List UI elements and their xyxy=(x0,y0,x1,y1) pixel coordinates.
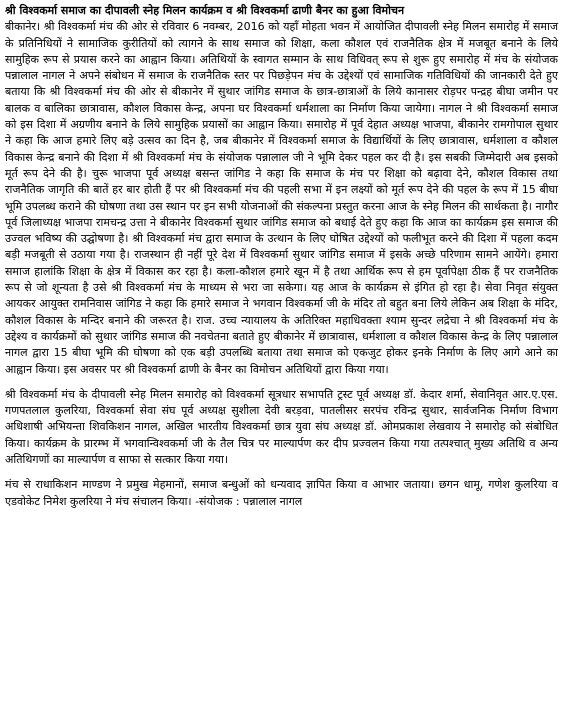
paragraph-spacer xyxy=(5,378,558,387)
article-paragraph-2: श्री विश्वकर्मा मंच के दीपावली स्नेह मिलन समारोह को विश्वकर्मा सूत्रधार सभापति ट्रस्ट पूर्व अध्यक्ष डॉ. केदार शर्मा, सेवानिवृत आर.ए.एस. गणपतलाल कुलरिया, विश्वकर्मा सेवा संघ पूर्व अध्यक्ष सुशीला देवी बरड़वा, पातलीसर सरपंच रविन्द्र सुथार, सार्वजनिक निर्माण विभाग अधिशाषी अभियन्ता शिवकिशन नागल, अखिल भारतीय विश्वकर्मा छात्र युवा संघ अध्यक्ष डॉ. ओमप्रकाश लेखवाय ने समारोह को संबोधित किया। कार्यक्रम के प्रारम्भ में भगवान्विश्वकर्मा जी के तैल चित्र पर माल्यार्पण कर दीप प्रज्वलन किया गया तत्पश्चात् मुख्य अतिथि व अन्य अतिथिगणों का माल्यार्पण व साफा से सत्कार किया गया। xyxy=(5,387,558,467)
article-headline: श्री विश्वकर्मा समाज का दीपावली स्नेह मिलन कार्यक्रम व श्री विश्वकर्मा ढाणी बैनर का हुआ विमोचन xyxy=(5,4,405,17)
article-paragraph-3: मंच से राधाकिशन माण्डण ने प्रमुख मेहमानों, समाज बन्धुओं को धन्यवाद ज्ञापित किया व आभार जताया। छगन धामू, गणेश कुलरिया व एडवोकेट निमेश कुलरिया ने मंच संचालन किया। -संयोजक : पन्नालाल नागल xyxy=(5,478,558,508)
paragraph-spacer xyxy=(5,468,558,477)
article-paragraph-1: बीकानेर। श्री विश्वकर्मा मंच की ओर से रविवार 6 नवम्बर, 2016 को यहाँ मोहता भवन में आयोजित दीपावली स्नेह मिलन समारोह में समाज के प्रतिनिधियों ने सामाजिक कुरीतियों को त्यागने के साथ समाज को शिक्षा, कला कौशल एवं राजनैतिक क्षेत्र में मजबूत बनाने के लिये सामुहिक रूप से प्रयास करने का आह्वान किया। अतिथियों के स्वागत सम्मान के साथ विधिवत् रूप से शुरू हुए समारोह में मंच के संयोजक पन्नालाल नागल ने अपने संबोधन में समाज के राजनैतिक स्तर पर पिछड़ेपन मंच के उद्देश्यों एवं सामाजिक गतिविधियों की जानकारी देते हुए बताया कि श्री विश्वकर्मा मंच की ओर से बीकानेर में सुथार जांगिड समाज के छात्र-छात्राओं के लिये कानासर रोड़पर पन्द्रह बीघा जमीन पर बालक व बालिका छात्रावास, कौशल विकास केन्द्र, अपना घर विश्वकर्मा धर्मशाला का निर्माण किया जायेगा। नागल ने श्री विश्वकर्मा समाज को इस दिशा में अग्रणीय बनाने के लिये सामुहिक प्रयासों का आह्वान किया। समारोह में पूर्व देहात अध्यक्ष भाजपा, बीकानेर रामगोपाल सुथार ने कहा कि आज हमारे लिए बड़े उत्सव का दिन है, जब बीकानेर में विश्वकर्मा समाज के विद्यार्थियों के लिए छात्रावास, धर्मशाला व कौशल विकास केन्द्र बनाने की दिशा में श्री विश्वकर्मा मंच के संयोजक पन्नालाल जी ने भूमि देकर पहल कर दी है। इस सबकी जिम्मेदारी अब इसको मूर्त रूप देने की है। चुरू भाजपा पूर्व अध्यक्ष बसन्त जांगिड ने कहा कि समाज के मंच पर शिक्षा को बढ़ावा देने, कौशल विकास तथा राजनैतिक जागृति की बातें हर बार होती हैं पर श्री विश्वकर्मा मंच की पहली सभा में इन लक्ष्यों को मूर्त रूप देने की पहल के रूप में 15 बीघा भूमि उपलब्ध कराने की घोषणा तथा उस स्थान पर इन सभी योजनाओं की संकल्पना प्रस्तुत करना आज के स्नेह मिलन की सार्थकता है। नागौर पूर्व जिलाध्यक्ष भाजपा रामचन्द्र उत्ता ने बीकानेर विश्वकर्मा सुथार जांगिड समाज को बधाई देते हुए कहा कि आज का कार्यक्रम इस समाज की उज्वल भविष्य की उद्घोषणा है। श्री विश्वकर्मा मंच द्वारा समाज के उत्थान के लिए घोषित उद्देश्यों को फलीभूत करने की दिशा में पहला कदम बड़ी मजबूती से उठाया गया है। राजस्थान ही नहीं पूरे देश में विश्वकर्मा सुथार जांगिड समाज में इसके अच्छे परिणाम सामने आयेंगे। हमारा समाज हालांकि शिक्षा के क्षेत्र में विकास कर रहा है। कला-कौशल हमारे खून में है तथा आर्थिक रूप से हम पूर्वापेक्षा ठीक हैं पर राजनैतिक रूप से जो शून्यता है उसे श्री विश्वकर्मा मंच के माध्यम से भरा जा सकेगा। यह आज के कार्यक्रम से इंगित हो रहा है। सेवा निवृत संयुक्त आयकर आयुक्त रामनिवास जांगिड ने कहा कि हमारे समाज ने भगवान विश्वकर्मा जी के मंदिर तो बहुत बना लिये लेकिन अब शिक्षा के मंदिर, कौशल विकास के मन्दिर बनाने की जरूरत है। राज. उच्च न्यायालय के अतिरिक्त महाधिवक्ता श्याम सुन्दर लद्रेचा ने श्री विश्वकर्मा मंच के उद्देश्य व कार्यक्रमों को सुथार जांगिड समाज की नवचेतना बताते हुए बीकानेर में छात्रावास, धर्मशाला व कौशल विकास केन्द्र के लिए पन्नालाल नागल द्वारा 15 बीघा भूमि की घोषणा को एक बड़ी उपलब्धि बताया तथा समाज को एकजुट होकर इनके निर्माण के लिए आगे आने का आह्वान किया। इस अवसर पर श्री विश्वकर्मा ढाणी के बैनर का विमोचन अतिथियों द्वारा किया गया। xyxy=(5,20,558,376)
